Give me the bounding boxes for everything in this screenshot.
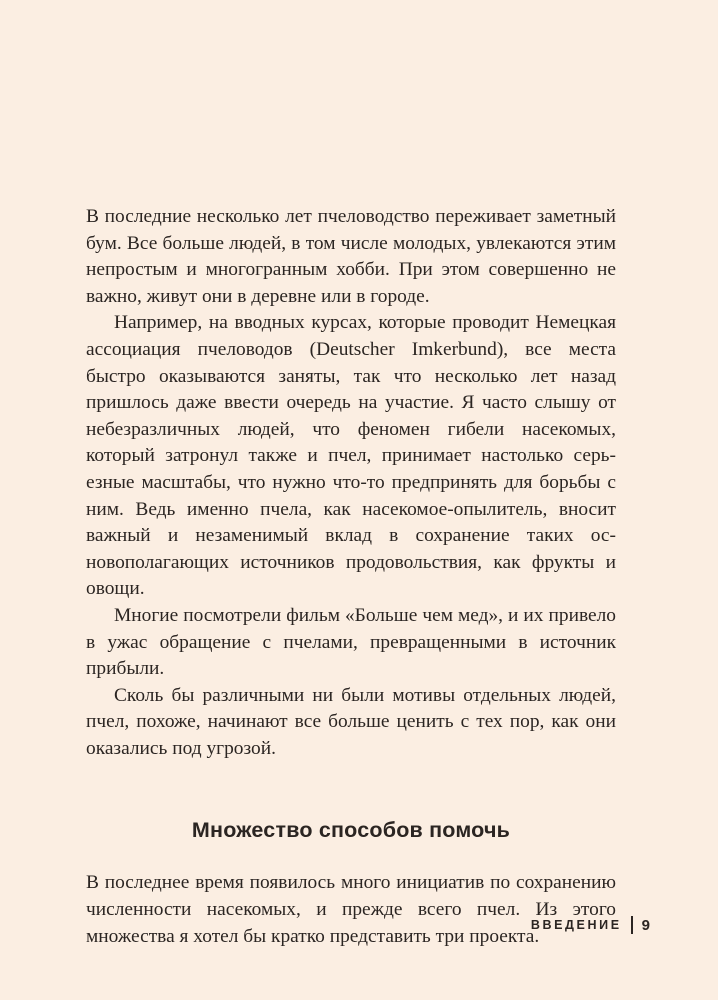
paragraph-1: В последние несколько лет пчеловодство переживает заметный бум. Все больше людей, в том числе молодых, увлекаются этим непростым и многогранным хобби. При этом совершенно не важно, живут они в деревне или в городе.: [86, 206, 616, 307]
paragraph-2: Например, на вводных курсах, которые проводит Немецкая ассоциация пчеловодов (Deutscher Imkerbund), все места быстро оказываются заняты, так что несколько лет назад пришлось даже ввести очередь на участие. Я часто слышу от небезразличных людей, что феномен гибели насекомых, который затронул также и пчел, принимает настолько серьезные масштабы, что нужно что-то предпринять для борьбы с ним. Ведь именно пчела, как насекомое-опылитель, вносит важный и незаменимый вклад в сохранение таких основополагающих источников продовольствия, как фрукты и овощи.: [86, 312, 616, 600]
paragraph-4: Сколь бы различными ни были мотивы отдельных людей, пчел, похоже, начинают все больше ценить с тех пор, как они оказались под угрозой.: [86, 684, 616, 759]
page-number: 9: [641, 916, 650, 934]
paragraph-3: Многие посмотрели фильм «Больше чем мед», и их привело в ужас обращение с пчелами, превращенными в источник прибыли.: [86, 604, 616, 680]
section-heading: Множество способов помочь: [191, 818, 511, 843]
page-footer: [531, 916, 650, 934]
page-body: [86, 204, 616, 950]
section-paragraph: В последнее время появилось много инициатив по сохранению численности насекомых, и прежде всего пчел. Из этого множества я хотел бы кратко представить три проекта.: [86, 872, 616, 947]
running-head: ВВЕДЕНИЕ: [530, 918, 622, 932]
footer-separator: [631, 916, 633, 934]
